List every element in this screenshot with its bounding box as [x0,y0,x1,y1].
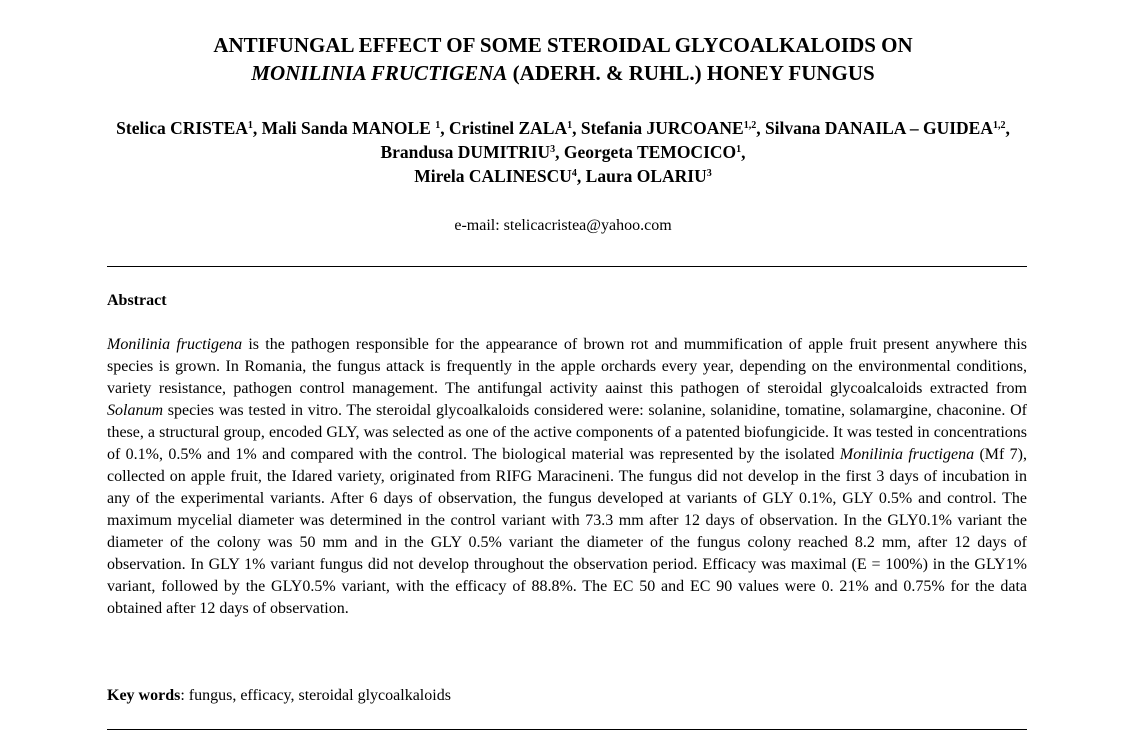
author-affiliation: 1,2 [743,120,757,131]
abstract-text-part: (Mf 7), collected on apple fruit, the Idared variety, originated from RIFG Maracineni. The fungus did not develop in the first 3 days of incubation in any of the experimental variants. After 6 days of observation, the fungus developed at variants of GLY 0.1%, GLY 0.5% and control. The maximum mycelial diameter was determined in the control variant with 73.3 mm after 12 days of observation. In the GLY0.1% variant the diameter of the colony was 50 mm and in the GLY 0.5% variant the diameter of the fungus colony reached 8.2 mm, after 12 days of observation. In GLY 1% variant fungus did not develop throughout the observation period. Efficacy was maximal (E = 100%) in the GLY1% variant, followed by the GLY0.5% variant, with the efficacy of 88.8%. The EC 50 and EC 90 values were 0. 21% and 0.75% for the data obtained after 12 days of observation. [107,446,1027,617]
keywords-text: : fungus, efficacy, steroidal glycoalkaloids [180,687,451,704]
author-name: Laura OLARIU [585,166,707,186]
author-affiliation: 4 [571,168,577,179]
author-affiliation: 1 [567,120,573,131]
author-name: Brandusa DUMITRIU [380,142,551,162]
keywords [107,685,451,707]
author-name: Georgeta TEMOCICO [563,142,737,162]
abstract-body [107,334,1027,620]
title-line-2-rest: (ADERH. & RUHL.) HONEY FUNGUS [507,61,875,85]
author-name: Mali Sanda MANOLE [261,118,436,138]
author-name: Cristinel ZALA [448,118,568,138]
top-divider [107,266,1027,267]
abstract-heading: Abstract [107,292,167,309]
author-affiliation: 1 [435,120,441,131]
abstract-text-part: is the pathogen responsible for the appearance of brown rot and mummification of apple fruit present anywhere this species is grown. In Romania, the fungus attack is frequently in the apple orchards every year, depending on the environmental conditions, variety resistance, pathogen control management. The antifungal activity aainst this pathogen of steroidal glycoalcaloids extracted from [107,336,1028,397]
author-affiliation: 1 [736,144,742,155]
author-affiliation: 1 [247,120,253,131]
author-name: Mirela CALINESCU [414,166,572,186]
paper-title [0,31,1126,87]
author-name: Silvana DANAILA – GUIDEA [764,118,993,138]
bottom-divider [107,729,1027,730]
author-name: Stefania JURCOANE [580,118,744,138]
species-name: Monilinia fructigena [107,336,243,353]
author-list: Stelica CRISTEA$^1$, Mali Sanda MANOLE $^1$, Cristinel ZALA$^1$, Stefania JURCOANE$^{1,2}$, Silvana DANAILA – GUIDEA$^{1,2}$, Brandusa DUMITRIU$^3$, Georgeta TEMOCICO$^1$, Mirela CALINESCU$^4$, Laura OLARIU$^3$ [116,118,1010,186]
author-email: e-mail: stelicacristea@yahoo.com [454,217,672,234]
title-species: MONILINIA FRUCTIGENA [251,61,508,85]
species-name: Monilinia fructigena [839,446,975,463]
author-name: Stelica CRISTEA [116,118,248,138]
title-line-1: ANTIFUNGAL EFFECT OF SOME STEROIDAL GLYCOALKALOIDS ON [213,33,913,57]
author-affiliation: 3 [550,144,556,155]
keywords-label: Key words [107,687,181,704]
genus-name: Solanum [107,402,163,419]
title-line-2 [0,59,1126,87]
author-affiliation: 3 [706,168,712,179]
author-affiliation: 1,2 [992,120,1006,131]
abstract-text-part: species was tested in vitro. The steroidal glycoalkaloids considered were: solanine, solanidine, tomatine, solamargine, chaconine. Of these, a structural group, encoded GLY, was selected as one of the active components of a patented biofungicide. It was tested in concentrations of 0.1%, 0.5% and 1% and compared with the control. The biological material was represented by the isolated [107,402,1027,463]
